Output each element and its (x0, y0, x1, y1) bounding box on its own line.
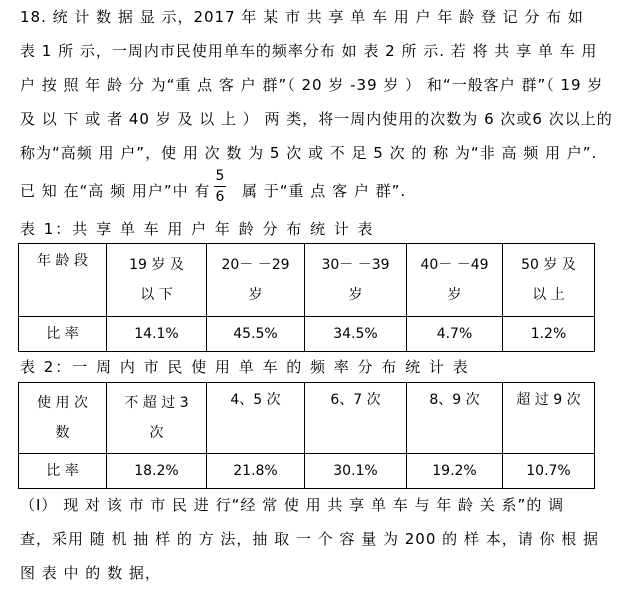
fraction-bar (214, 186, 226, 187)
part1-line-1: （Ⅰ） 现 对 该 市 市 民 进 行“经 常 使 用 共 享 单 车 与 年 龄 关 系”的 调 (20, 496, 565, 514)
table-header-cell: 年 龄 段 (19, 244, 107, 317)
table-row-label: 比 率 (19, 454, 107, 489)
problem-line-2: 表 1 所 示，一周内市民使用单车的频率分布 如 表 2 所 示. 若 将 共 享 单 车 用 (20, 42, 598, 60)
table-row (19, 244, 595, 317)
table-header-cell: 6、7 次 (305, 383, 407, 454)
table-cell: 45.5% (207, 317, 305, 352)
table-row (19, 317, 595, 352)
problem-line-6-pre: 已 知 在“高 频 用户”中 有 (20, 182, 211, 200)
problem-line-3: 户 按 照 年 龄 分 为“重 点 客 户 群”（ 20 岁 -39 岁 ） 和“一般客户 群”（ 19 岁 (20, 76, 604, 94)
part1-line-3: 图 表 中 的 数 据， (20, 564, 161, 582)
table-row-label: 比 率 (19, 317, 107, 352)
table-header-cell: 40－ －49 岁 (407, 244, 503, 317)
fraction-five-sixths (214, 168, 226, 205)
age-distribution-table (18, 243, 595, 352)
table-row (19, 383, 595, 454)
usage-frequency-table (18, 382, 595, 489)
table-cell: 14.1% (107, 317, 207, 352)
table-cell: 10.7% (503, 454, 595, 489)
table-header-cell: 19 岁 及 以 下 (107, 244, 207, 317)
table-row (19, 454, 595, 489)
table-header-cell: 20－ －29 岁 (207, 244, 305, 317)
table-header-cell: 4、5 次 (207, 383, 305, 454)
table-cell: 18.2% (107, 454, 207, 489)
table2-caption: 表 2：一 周 内 市 民 使 用 单 车 的 频 率 分 布 统 计 表 (20, 358, 470, 376)
table-header-cell: 50 岁 及 以 上 (503, 244, 595, 317)
table-cell: 30.1% (305, 454, 407, 489)
fraction-numerator: 5 (215, 168, 225, 184)
table-header-cell: 不 超 过 3 次 (107, 383, 207, 454)
table-header-cell: 使 用 次 数 (19, 383, 107, 454)
problem-line-5: 称为“高频 用 户”，使 用 次 数 为 5 次 或 不 足 5 次 的 称 为“非 高 频 用 户”. (20, 144, 598, 162)
problem-line-1: 18. 统 计 数 据 显 示，2017 年 某 市 共 享 单 车 用 户 年 龄 登 记 分 布 如 (20, 8, 584, 26)
problem-line-6-post: 属 于“重 点 客 户 群”. (242, 182, 407, 200)
table-cell: 34.5% (305, 317, 407, 352)
table-cell: 19.2% (407, 454, 503, 489)
table-cell: 4.7% (407, 317, 503, 352)
table-header-cell: 30－ －39 岁 (305, 244, 407, 317)
table1-caption: 表 1：共 享 单 车 用 户 年 龄 分 布 统 计 表 (20, 220, 375, 238)
table-header-cell: 超 过 9 次 (503, 383, 595, 454)
table-cell: 21.8% (207, 454, 305, 489)
fraction-denominator: 6 (215, 189, 225, 205)
table-cell: 1.2% (503, 317, 595, 352)
part1-line-2: 查，采用 随 机 抽 样 的 方 法，抽 取 一 个 容 量 为 200 的 样 本，请 你 根 据 (20, 530, 599, 548)
problem-line-4: 及 以 下 或 者 40 岁 及 以 上 ） 两 类，将一周内使用的次数为 6 次或6 次以上的 (20, 110, 613, 128)
table-header-cell: 8、9 次 (407, 383, 503, 454)
